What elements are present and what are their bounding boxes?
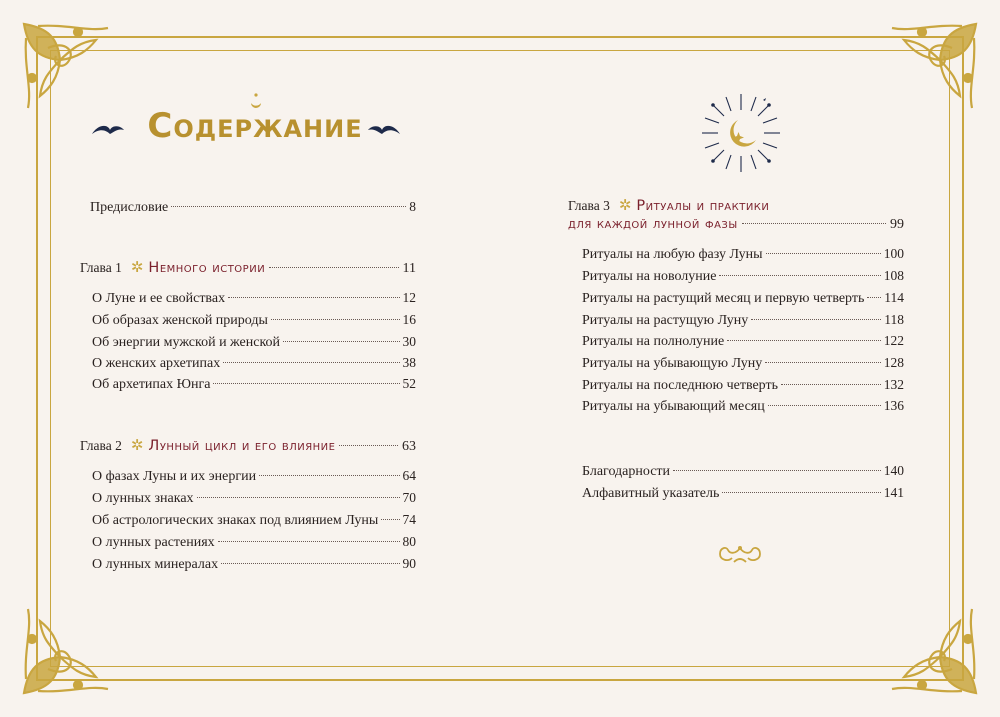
toc-entry-label: Ритуалы на растущую Луну: [582, 313, 749, 328]
toc-entry-label: Ритуалы на убывающий месяц: [582, 399, 765, 414]
sun-moon-icon: [700, 92, 782, 174]
toc-entry-label: Об образах женской природы: [92, 313, 268, 328]
dot-leader: [765, 362, 880, 363]
chapter-heading-2[interactable]: [80, 436, 416, 455]
chapter-heading-3-line2[interactable]: [568, 216, 904, 233]
chapter-title: Ритуалы и практики: [636, 198, 770, 214]
dot-leader: [867, 297, 881, 298]
toc-entry-page: 114: [884, 290, 904, 305]
toc-entry-page: 74: [402, 512, 416, 527]
chapter-heading-3[interactable]: [568, 196, 904, 215]
toc-entry-index[interactable]: [582, 484, 904, 503]
toc-entry-page: 70: [402, 490, 416, 505]
toc-entry[interactable]: [92, 511, 416, 530]
toc-entry-page: 108: [883, 268, 904, 283]
dot-leader: [719, 275, 880, 276]
corner-ornament-icon: [886, 18, 982, 114]
toc-entry-page: 30: [402, 334, 416, 349]
chapter-title: Лунный цикл и его влияние: [148, 438, 336, 454]
chapter-title: для каждой лунной фазы: [568, 216, 738, 232]
dot-leader: [171, 206, 406, 207]
toc-entry[interactable]: [92, 311, 416, 330]
dot-leader: [271, 319, 400, 320]
swirl-ornament-icon: [90, 122, 126, 136]
toc-entry-label: Ритуалы на новолуние: [582, 269, 717, 284]
toc-entry-page: 140: [883, 463, 904, 478]
swirl-ornament-icon: [716, 544, 764, 566]
star-bullet-icon: ✲: [618, 198, 632, 214]
toc-entry[interactable]: [92, 533, 416, 552]
toc-entry[interactable]: [582, 332, 904, 351]
dot-leader: [381, 519, 399, 520]
toc-entry-thanks[interactable]: [582, 462, 904, 481]
dot-leader: [197, 497, 400, 498]
dot-leader: [339, 445, 398, 446]
toc-entry-label: Об энергии мужской и женской: [92, 335, 281, 350]
page-title: Содержание: [147, 106, 363, 146]
chapter-label: Глава 2: [80, 438, 122, 453]
toc-entry-page: 38: [402, 355, 416, 370]
chapter-title: Немного истории: [148, 260, 266, 276]
toc-entry[interactable]: [582, 289, 904, 308]
toc-entry-page: 64: [402, 468, 416, 483]
toc-entry[interactable]: [582, 245, 904, 264]
toc-entry[interactable]: [92, 354, 416, 373]
dot-leader: [283, 341, 399, 342]
dot-leader: [727, 340, 881, 341]
heading-block: [90, 92, 420, 162]
toc-entry[interactable]: [582, 267, 904, 286]
toc-entry-page: 132: [883, 377, 904, 392]
toc-entry[interactable]: [92, 289, 416, 308]
toc-entry-page: 136: [883, 398, 904, 413]
toc-entry-label: Предисловие: [90, 200, 169, 215]
toc-entry-label: О лунных растениях: [92, 535, 215, 550]
chapter-page: 11: [402, 261, 416, 276]
toc-entry-label: Ритуалы на любую фазу Луны: [582, 247, 763, 262]
toc-entry[interactable]: [92, 555, 416, 574]
toc-entry-label: Ритуалы на растущий месяц и первую четверть: [582, 291, 865, 306]
dot-leader: [259, 475, 399, 476]
toc-entry[interactable]: [92, 489, 416, 508]
toc-entry-label: Ритуалы на убывающую Луну: [582, 356, 763, 371]
toc-entry-page: 128: [883, 355, 904, 370]
toc-entry[interactable]: [92, 467, 416, 486]
dot-leader: [218, 541, 400, 542]
dot-leader: [766, 253, 881, 254]
toc-entry[interactable]: [92, 333, 416, 352]
toc-entry[interactable]: [92, 375, 416, 394]
dot-leader: [269, 267, 398, 268]
toc-entry-page: 16: [402, 312, 416, 327]
dot-leader: [213, 383, 399, 384]
toc-entry-page: 122: [883, 333, 904, 348]
toc-entry-label: О фазах Луны и их энергии: [92, 469, 257, 484]
dot-leader: [228, 297, 399, 298]
corner-ornament-icon: [18, 603, 114, 699]
dot-leader: [673, 470, 881, 471]
toc-entry-label: Ритуалы на последнюю четверть: [582, 378, 778, 393]
dot-leader: [781, 384, 881, 385]
toc-entry-label: Об астрологических знаках под влиянием Луны: [92, 513, 379, 528]
toc-entry-page: 8: [409, 199, 416, 214]
toc-entry-page: 90: [402, 556, 416, 571]
toc-entry[interactable]: [582, 354, 904, 373]
chapter-page: 63: [402, 439, 416, 454]
dot-leader: [722, 492, 880, 493]
toc-entry-page: 118: [884, 312, 904, 327]
toc-entry-label: Алфавитный указатель: [582, 486, 720, 501]
toc-entry-label: Об архетипах Юнга: [92, 377, 211, 392]
chapter-heading-1[interactable]: [80, 258, 416, 277]
toc-entry-preface[interactable]: [90, 198, 416, 217]
toc-entry-page: 12: [402, 290, 416, 305]
toc-entry-page: 52: [402, 376, 416, 391]
toc-entry-page: 141: [883, 485, 904, 500]
toc-entry-label: Ритуалы на полнолуние: [582, 334, 725, 349]
swirl-ornament-icon: [366, 122, 402, 136]
toc-entry-page: 100: [883, 246, 904, 261]
toc-entry[interactable]: [582, 311, 904, 330]
toc-entry-label: Благодарности: [582, 464, 671, 479]
dot-leader: [751, 319, 881, 320]
chapter-label: Глава 1: [80, 260, 122, 275]
toc-entry-label: О лунных знаках: [92, 491, 194, 506]
dot-leader: [221, 563, 399, 564]
toc-entry-label: О лунных минералах: [92, 557, 219, 572]
star-bullet-icon: ✲: [130, 260, 144, 276]
toc-entry-label: О женских архетипах: [92, 356, 221, 371]
dot-leader: [223, 362, 399, 363]
toc-entry[interactable]: [582, 397, 904, 416]
chapter-label: Глава 3: [568, 198, 610, 213]
dot-leader: [768, 405, 881, 406]
toc-entry-label: О Луне и ее свойствах: [92, 291, 226, 306]
toc-entry[interactable]: [582, 376, 904, 395]
chapter-page: 99: [890, 217, 904, 232]
star-bullet-icon: ✲: [130, 438, 144, 454]
dot-leader: [742, 223, 886, 224]
toc-entry-page: 80: [402, 534, 416, 549]
corner-ornament-icon: [886, 603, 982, 699]
